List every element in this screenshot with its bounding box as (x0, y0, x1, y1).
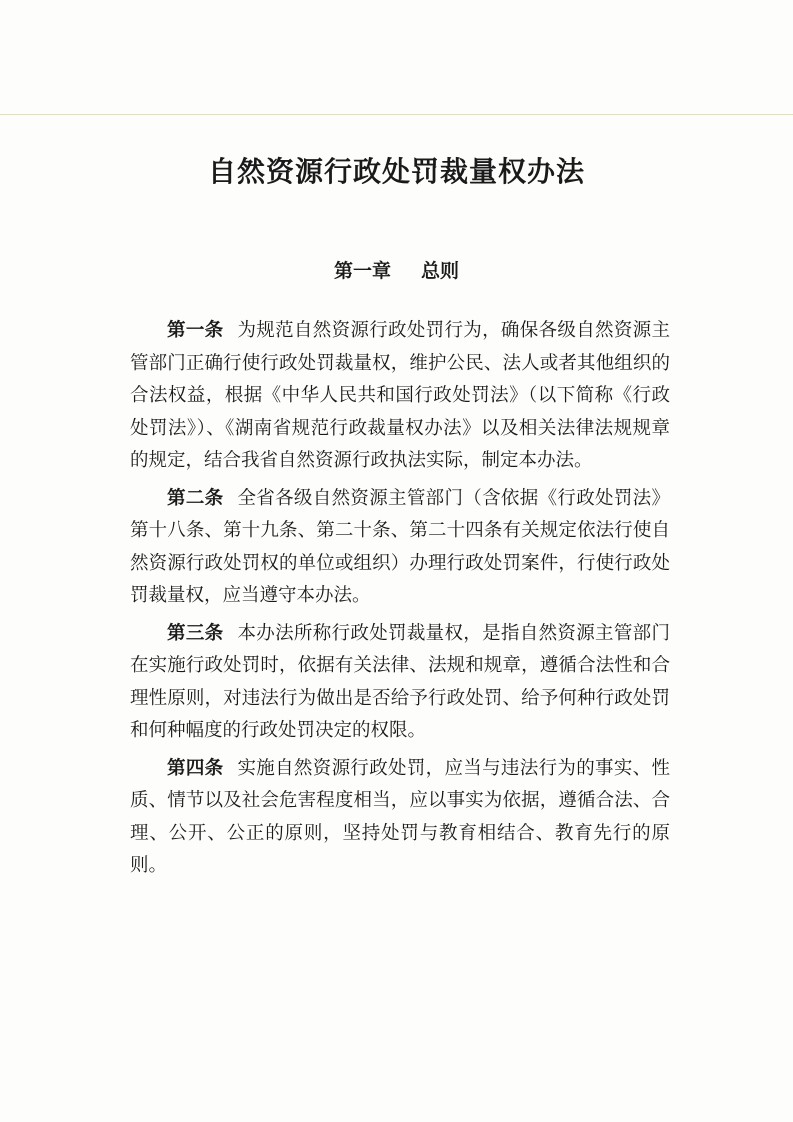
article-4 (130, 753, 670, 883)
article-number: 第三条 (167, 622, 224, 644)
article-1 (130, 315, 670, 478)
article-3 (130, 618, 670, 748)
article-number: 第二条 (167, 487, 224, 509)
chapter-heading (0, 256, 793, 283)
article-text: 全省各级自然资源主管部门（含依据《行政处罚法》第十八条、第十九条、第二十条、第二十四条有关规定依法行使自然资源行政处罚权的单位或组织）办理行政处罚案件，行使行政处罚裁量权，应当遵守本办法。 (130, 487, 670, 606)
article-text: 为规范自然资源行政处罚行为，确保各级自然资源主管部门正确行使行政处罚裁量权，维护公民、法人或者其他组织的合法权益，根据《中华人民共和国行政处罚法》（以下简称《行政处罚法》）、《湖南省规范行政裁量权办法》以及相关法律法规规章的规定，结合我省自然资源行政执法实际，制定本办法。 (130, 320, 670, 471)
article-number: 第一条 (167, 320, 224, 341)
header-divider (0, 114, 793, 115)
article-number: 第四条 (167, 757, 224, 779)
chapter-name: 总则 (421, 260, 460, 282)
document-title: 自然资源行政处罚裁量权办法 (207, 155, 585, 188)
article-text: 本办法所称行政处罚裁量权，是指自然资源主管部门在实施行政处罚时，依据有关法律、法规和规章，遵循合法性和合理性原则，对违法行为做出是否给予行政处罚、给予何种行政处罚和何种幅度的行政处罚决定的权限。 (130, 622, 670, 741)
chapter-number: 第一章 (333, 260, 391, 282)
document-body (130, 315, 670, 888)
article-2 (130, 483, 670, 613)
article-text: 实施自然资源行政处罚，应当与违法行为的事实、性质、情节以及社会危害程度相当，应以事实为依据，遵循合法、合理、公开、公正的原则，坚持处罚与教育相结合、教育先行的原则。 (130, 757, 670, 876)
